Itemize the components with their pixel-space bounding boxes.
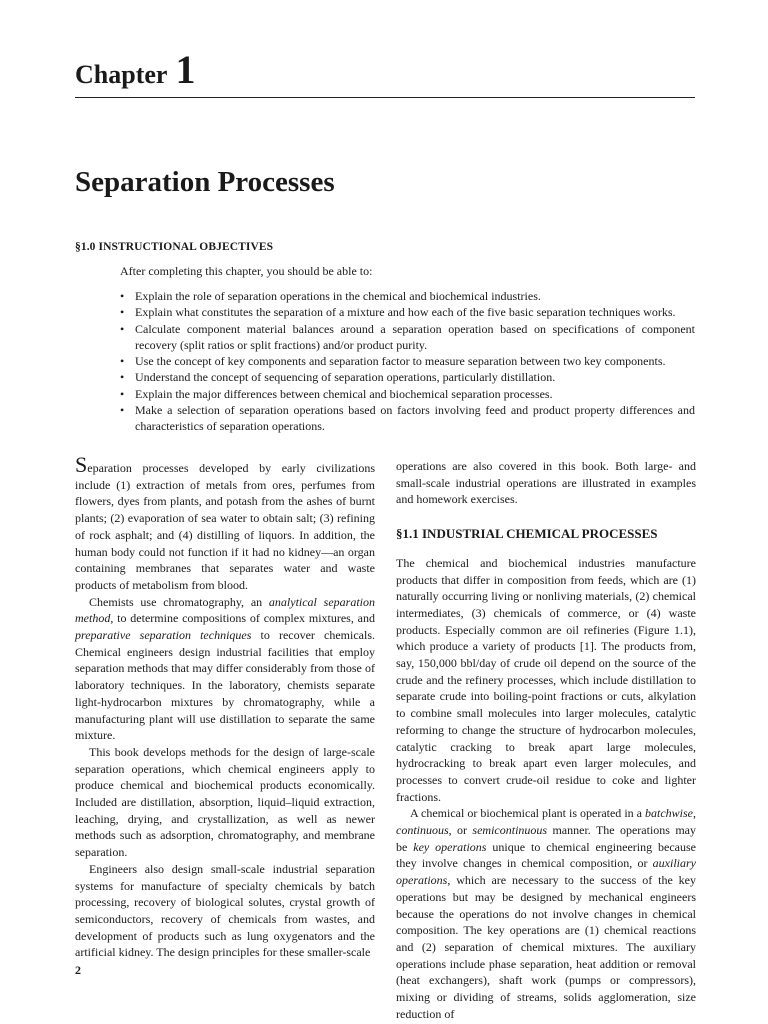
paragraph: A chemical or biochemical plant is operated in a batchwise, continuous, or semicontinuous manner. The operations may be key operations unique to chemical engineering because they involve changes in chemical composition, or auxiliary operations, which are necessary to the success of the key operations but may be designed by mechanical engineers because the operations do not involve changes in chemical composition. The key operations are (1) chemical reactions and (2) separation of chemical mixtures. The auxiliary operations include phase separation, heat addition or removal (heat exchangers), shaft work (pumps or compressors), mixing or dividing of streams, solids agglomeration, size reduction of [396,806,697,1021]
paragraph: This book develops methods for the design of large-scale separation operations, which chemical engineers apply to produce chemical and biochemical products economically. Included are distillation, absorption, liquid–liquid extraction, leaching, drying, and crystallization, as well as newer methods such as adsorption, chromatography, and membrane separation. [75,744,375,860]
objectives-section [75,241,695,435]
emphasis: auxiliary operations [396,856,696,888]
paragraph: The chemical and biochemical industries manufacture products that differ in composition from feeds, which are (1) naturally occurring living or nonliving materials, (2) chemical intermediates, (3) chemicals of commerce, or (4) waste products. Especially common are oil refineries (Figure 1.1), which produce a variety of products [1]. The products from, say, 150,000 bbl/day of crude oil depend on the source of the crude and the refinery processes, which include distillation to separate crude into boiling-point fractions or cuts, alkylation to combine small molecules into larger molecules, catalytic reforming to change the structure of hydrocarbon molecules, catalytic cracking to break apart large molecules, hydrocracking to break apart even larger molecules, and processes to convert crude-oil residue to coke and lighter fractions. [396,555,696,804]
emphasis: analytical separation method [75,594,375,626]
paragraph: operations are also covered in this book. Both large- and small-scale industrial operations are illustrated in examples and homework exercises. [396,459,696,507]
objective-item: • Make a selection of separation operations based on factors involving feed and product property differences and characteristics of separation operations. [120,402,695,435]
paragraph: Chemists use chromatography, an analytical separation method, to determine compositions of complex mixtures, and preparative separation techniques to recover chemicals. Chemical engineers design industrial facilities that employ separation methods that may differ considerably from those of laboratory techniques. In the laboratory, chemists separate light-hydrocarbon mixtures by chromatography, while a manufacturing plant will use distillation to separate the same mixture. [75,594,375,743]
chapter-number: 1 [175,47,196,92]
objectives-heading: §1.0 INSTRUCTIONAL OBJECTIVES [75,241,274,253]
emphasis: batchwise [645,806,693,821]
objectives-list [75,288,695,435]
left-column [75,452,375,961]
section-heading: §1.1 INDUSTRIAL CHEMICAL PROCESSES [396,526,658,542]
objective-item: • Explain the role of separation operations in the chemical and biochemical industries. [120,288,695,304]
objective-item: • Use the concept of key components and separation factor to measure separation between two key components. [120,353,695,369]
emphasis: semicontinuous [472,823,548,838]
chapter-rule [75,97,695,98]
paragraph: Separation processes developed by early civilizations include (1) extraction of metals from ores, perfumes from flowers, dyes from plants, and potash from the ashes of burnt plants; (2) evaporation of sea water to obtain salt; (3) refining of rock asphalt; and (4) distilling of liquors. In addition, the human body could not function if it had no kidney—an organ containing membranes that separates water and waste products of metabolism from blood. [75,452,375,592]
objective-item: • Calculate component material balances around a separation operation based on specifications of component recovery (split ratios or split fractions) and/or product purity. [120,321,695,354]
objective-item: • Understand the concept of sequencing of separation operations, particularly distillation. [120,369,695,385]
objective-item: • Explain what constitutes the separation of a mixture and how each of the five basic separation techniques works. [120,304,695,320]
emphasis: preparative separation techniques [75,628,252,643]
page-number: 2 [75,963,81,977]
paragraph: Engineers also design small-scale industrial separation systems for manufacture of specialty chemicals by batch processing, recovery of biological solutes, crystal growth of semiconductors, recovery of chemicals from wastes, and development of products such as lung oxygenators and the artificial kidney. The design principles for these smaller-scale [75,861,375,960]
objectives-intro: After completing this chapter, you should be able to: [120,264,373,278]
page-title: Separation Processes [75,166,335,198]
chapter-heading [75,46,695,93]
right-column [396,458,696,1023]
emphasis: continuous [396,823,449,838]
chapter-label: Chapter [75,60,168,89]
objective-item: • Explain the major differences between chemical and biochemical separation processes. [120,386,695,402]
emphasis: key operations [413,839,487,854]
drop-cap: S [75,452,88,477]
